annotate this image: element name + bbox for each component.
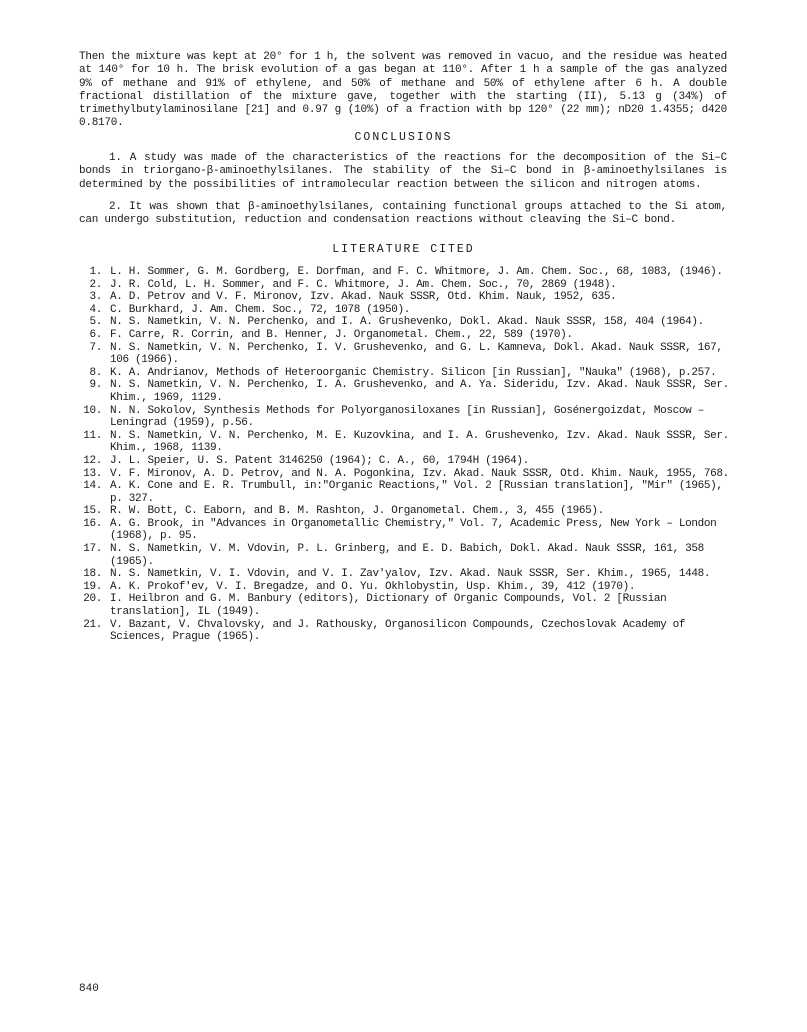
- conclusion-item-1: 1. A study was made of the characteristics of the reactions for the decomposition of the Si–C bonds in triorgano-β-aminoethylsilanes. The stability of the Si–C bond in β-aminoethylsilanes is determined by the possibilities of intramolecular reaction between the silicon and nitrogen atoms.: [79, 152, 727, 191]
- reference-text: L. H. Sommer, G. M. Gordberg, E. Dorfman, and F. C. Whitmore, J. Am. Chem. Soc., 68, 1083, (1946).: [110, 266, 723, 278]
- reference-item: [79, 568, 739, 581]
- reference-item: [79, 405, 739, 430]
- reference-item: [79, 593, 739, 618]
- reference-number: 17.: [83, 543, 102, 556]
- reference-text: C. Burkhard, J. Am. Chem. Soc., 72, 1078 (1950).: [110, 303, 411, 316]
- reference-text: V. Bazant, V. Chvalovsky, and J. Rathousky, Organosilicon Compounds, Czechoslovak Academy of Sciences, Prague (1965).: [110, 618, 686, 644]
- reference-text: K. A. Andrianov, Methods of Heteroorganic Chemistry. Silicon [in Russian], "Nauka" (1968), p.257.: [110, 366, 717, 379]
- reference-number: 14.: [83, 480, 102, 493]
- reference-item: [79, 455, 739, 468]
- reference-text: F. Carre, R. Corrin, and B. Henner, J. Organometal. Chem., 22, 589 (1970).: [110, 328, 573, 341]
- intro-paragraph: Then the mixture was kept at 20° for 1 h, the solvent was removed in vacuo, and the residue was heated at 140° for 10 h. The brisk evolution of a gas began at 110°. After 1 h a sample of the gas analyzed 9% of methane and 91% of ethylene, and 50% of methane and 50% of ethylene after 6 h. A double fractional distillation of the mixture gave, together with the starting (II), 5.13 g (34%) of trimethylbutylaminosilane [21] and 0.97 g (10%) of a fraction with bp 120° (22 mm); nD20 1.4355; d420 0.8170.: [79, 51, 727, 130]
- reference-number: 3.: [89, 291, 102, 304]
- reference-item: [79, 266, 739, 279]
- reference-text: A. G. Brook, in "Advances in Organometallic Chemistry," Vol. 7, Academic Press, New York – London (1968), p. 95.: [110, 517, 717, 543]
- reference-text: I. Heilbron and G. M. Banbury (editors), Dictionary of Organic Compounds, Vol. 2 [Russian translation], IL (1949).: [110, 593, 667, 619]
- reference-text: N. S. Nametkin, V. N. Perchenko, I. A. Grushevenko, and A. Ya. Sideridu, Izv. Akad. Nauk SSSR, Ser. Khim., 1969, 1129.: [110, 379, 729, 404]
- reference-item: [79, 518, 739, 543]
- reference-text: J. R. Cold, L. H. Sommer, and F. C. Whitmore, J. Am. Chem. Soc., 70, 2869 (1948).: [110, 278, 617, 291]
- reference-item: [79, 367, 739, 380]
- reference-number: 16.: [83, 517, 102, 530]
- reference-text: N. S. Nametkin, V. N. Perchenko, I. V. Grushevenko, and G. L. Kamneva, Dokl. Akad. Nauk SSSR, 167, 106 (1966).: [110, 341, 723, 367]
- reference-text: N. S. Nametkin, V. I. Vdovin, and V. I. Zav'yalov, Izv. Akad. Nauk SSSR, Ser. Khim., 1965, 1448.: [110, 568, 711, 581]
- reference-text: J. L. Speier, U. S. Patent 3146250 (1964); C. A., 60, 1794H (1964).: [110, 454, 529, 467]
- reference-item: [79, 291, 739, 304]
- reference-text: V. F. Mironov, A. D. Petrov, and N. A. Pogonkina, Izv. Akad. Nauk SSSR, Otd. Khim. Nauk, 1955, 768.: [110, 467, 729, 480]
- reference-item: [79, 379, 739, 404]
- reference-number: 12.: [83, 454, 102, 467]
- reference-number: 6.: [89, 328, 102, 341]
- reference-number: 11.: [83, 429, 102, 442]
- reference-text: A. K. Prokof'ev, V. I. Bregadze, and O. Yu. Okhlobystin, Usp. Khim., 39, 412 (1970).: [110, 580, 636, 593]
- reference-text: A. D. Petrov and V. F. Mironov, Izv. Akad. Nauk SSSR, Otd. Khim. Nauk, 1952, 635.: [110, 291, 617, 304]
- reference-item: [79, 543, 739, 568]
- reference-text: N. N. Sokolov, Synthesis Methods for Polyorganosiloxanes [in Russian], Gosénergoizdat, Moscow – Leningrad (1959), p.56.: [110, 404, 704, 430]
- literature-heading: LITERATURE CITED: [332, 243, 475, 256]
- page-number: 840: [79, 983, 99, 995]
- reference-number: 15.: [83, 505, 102, 518]
- reference-text: N. S. Nametkin, V. N. Perchenko, M. E. Kuzovkina, and I. A. Grushevenko, Izv. Akad. Nauk SSSR, Ser. Khim., 1968, 1139.: [110, 429, 729, 455]
- reference-text: N. S. Nametkin, V. M. Vdovin, P. L. Grinberg, and E. D. Babich, Dokl. Akad. Nauk SSSR, 161, 358 (1965).: [110, 543, 704, 568]
- reference-number: 13.: [83, 467, 102, 480]
- reference-item: [79, 619, 739, 644]
- conclusions-heading: CONCLUSIONS: [354, 131, 453, 144]
- reference-number: 20.: [83, 593, 102, 606]
- reference-number: 19.: [83, 580, 102, 593]
- reference-list: [79, 266, 739, 644]
- reference-number: 1.: [89, 266, 102, 278]
- reference-number: 18.: [83, 568, 102, 581]
- reference-number: 21.: [83, 618, 102, 631]
- reference-number: 2.: [89, 278, 102, 291]
- reference-item: [79, 480, 739, 505]
- reference-item: [79, 279, 739, 292]
- reference-text: A. K. Cone and E. R. Trumbull, in:"Organic Reactions," Vol. 2 [Russian translation], "Mir" (1965), p. 327.: [110, 480, 723, 505]
- reference-number: 5.: [89, 316, 102, 329]
- reference-number: 9.: [89, 379, 102, 392]
- reference-number: 8.: [89, 366, 102, 379]
- reference-number: 4.: [89, 303, 102, 316]
- conclusion-item-2: 2. It was shown that β-aminoethylsilanes, containing functional groups attached to the Si atom, can undergo substitution, reduction and condensation reactions without cleaving the Si–C bond.: [79, 201, 727, 227]
- reference-item: [79, 581, 739, 594]
- reference-item: [79, 342, 739, 367]
- reference-item: [79, 329, 739, 342]
- reference-item: [79, 316, 739, 329]
- reference-text: R. W. Bott, C. Eaborn, and B. M. Rashton, J. Organometal. Chem., 3, 455 (1965).: [110, 505, 604, 518]
- reference-item: [79, 304, 739, 317]
- reference-item: [79, 430, 739, 455]
- reference-number: 10.: [83, 404, 102, 417]
- reference-text: N. S. Nametkin, V. N. Perchenko, and I. A. Grushevenko, Dokl. Akad. Nauk SSSR, 158, 404 (1964).: [110, 316, 704, 329]
- reference-number: 7.: [89, 341, 102, 354]
- reference-item: [79, 505, 739, 518]
- reference-item: [79, 468, 739, 481]
